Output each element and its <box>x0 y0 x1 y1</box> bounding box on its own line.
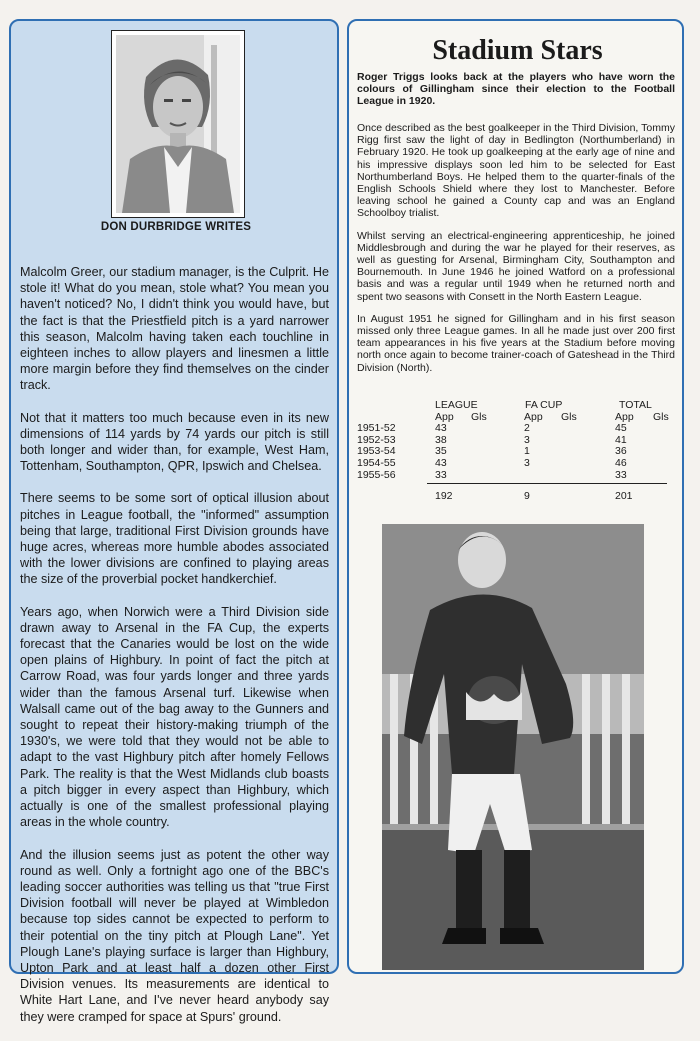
subhead: Gls <box>561 410 577 423</box>
league-apps: 43 <box>435 456 447 469</box>
total-apps: 36 <box>615 445 627 458</box>
paragraph: Not that it matters too much because even in its new dimensions of 114 yards by 74 yards our pitch is still both longer and wider than, for example, West Ham, Tottenham, Southampton, QPR, Ipswich and Chelsea. <box>20 410 329 474</box>
paragraph: There seems to be some sort of optical illusion about pitches in League football, the "informed" assumption being that large, traditional First Division grounds have huge acres, whereas more humble abodes associated with the lower divisions are confined to playing areas the size of the proverbial pocket handkerchief. <box>20 491 329 587</box>
league-apps: 35 <box>435 445 447 458</box>
paragraph: Whilst serving an electrical-engineering apprenticeship, he joined Middlesbrough and during the war he played for their reserves, as well as guesting for Arsenal, Birmingham City, Southampton and Bournemouth. In June 1946 he joined Watford on a professional basis and was a regular until 1949 when he returned north and spent two seasons with Consett in the North Eastern League. <box>357 229 675 303</box>
season: 1955-56 <box>357 468 396 481</box>
right-article-body <box>357 122 675 384</box>
stats-row <box>357 470 675 482</box>
subhead: App <box>615 410 634 423</box>
paragraph: Once described as the best goalkeeper in the Third Division, Tommy Rigg first saw the light of day in Bedlington (Northumberland) in February 1920. He took up goalkeeping at the early age of nine and his impressive displays soon led him to be selected for East Northumberland Boys. He helped them to the quarter-finals of the English Schools Shield where they lost to Manchester. Before leaving school he gained a County cap and was an England Schoolboy trialist. <box>357 122 675 220</box>
total-apps: 41 <box>615 433 627 446</box>
group-label-fa-cup: FA CUP <box>525 399 563 411</box>
facup-apps: 3 <box>524 433 530 446</box>
season: 1954-55 <box>357 456 396 469</box>
stats-totals-row <box>357 491 675 503</box>
facup-total: 9 <box>524 490 530 503</box>
total-apps: 46 <box>615 456 627 469</box>
group-label-total: TOTAL <box>619 399 652 411</box>
paragraph: And the illusion seems just as potent the other way round as well. Only a fortnight ago one of the BBC's leading soccer authorities was telling us that "true First Division football will never be played at Wimbledon because top sides cannot be expected to perform to their potential on the tiny pitch at Plough Lane". Yet Plough Lane's playing surface is larger than Highbury, Upton Park and at least half a dozen other First Division venues. Its measurements are identical to White Hart Lane, and I've never heard anybody say they were cramped for space at Spurs' ground. <box>20 847 329 1024</box>
season: 1952-53 <box>357 433 396 446</box>
paragraph: In August 1951 he signed for Gillingham and in his first season missed only three League games. In all he made just over 200 first team appearances in his five years at the Stadium before moving north once again to become trainer-coach of Gateshead in the Third Division (North). <box>357 312 675 374</box>
career-stats-table <box>357 400 675 503</box>
right-column-panel <box>347 19 684 974</box>
overall-total: 201 <box>615 490 633 503</box>
stats-subheader <box>357 412 675 424</box>
article-title: Stadium Stars <box>432 35 603 66</box>
stats-row <box>357 458 675 470</box>
total-apps: 45 <box>615 422 627 435</box>
paragraph: Years ago, when Norwich were a Third Division side drawn away to Arsenal in the FA Cup, the experts forecast that the Canaries would be lost on the wide open plains of Highbury. In point of fact the pitch at Carrow Road, was four yards longer and three yards wider than the famous Arsenal turf. Likewise when Walsall came out of the bag away to the Gunners and sought to repeat their history-making triumph of the 1930's, we were told that they would not be able to adapt to the vast Highbury pitch after homely Fellows Park. The reality is that the West Midlands club boasts a pitch bigger in every aspect than Highbury, which actually is one of the smallest professional playing areas in the whole country. <box>20 604 329 830</box>
totals-divider <box>427 483 667 484</box>
stats-row <box>357 423 675 435</box>
season: 1953-54 <box>357 445 396 458</box>
stats-group-header <box>357 400 675 412</box>
paragraph: Malcolm Greer, our stadium manager, is the Culprit. He stole it! What do you mean, stole what? You mean you haven't noticed? No, I didn't think you would have, but the fact is that the Priestfield pitch is a yard narrower this season, Malcolm having taken each touchline in eighteen inches to allow players and linesmen a little more margin before they find themselves on the cinder track. <box>20 265 329 393</box>
group-label-league: LEAGUE <box>435 399 478 411</box>
facup-apps: 1 <box>524 445 530 458</box>
league-apps: 33 <box>435 468 447 481</box>
left-column-panel <box>9 19 339 1024</box>
subhead: Gls <box>653 410 669 423</box>
facup-apps: 2 <box>524 422 530 435</box>
byline: DON DURBRIDGE WRITES <box>100 221 252 233</box>
league-total: 192 <box>435 490 453 503</box>
season: 1951-52 <box>357 422 396 435</box>
subhead: Gls <box>471 410 487 423</box>
league-apps: 38 <box>435 433 447 446</box>
left-article-body <box>20 264 329 1041</box>
league-apps: 43 <box>435 422 447 435</box>
goalkeeper-photo <box>382 524 644 970</box>
subhead: App <box>524 410 543 423</box>
stats-row <box>357 435 675 447</box>
facup-apps: 3 <box>524 456 530 469</box>
subhead: App <box>435 410 454 423</box>
stats-row <box>357 446 675 458</box>
author-portrait-photo <box>111 30 245 218</box>
total-apps: 33 <box>615 468 627 481</box>
standfirst: Roger Triggs looks back at the players who have worn the colours of Gillingham since their election to the Football League in 1920. <box>357 71 675 108</box>
